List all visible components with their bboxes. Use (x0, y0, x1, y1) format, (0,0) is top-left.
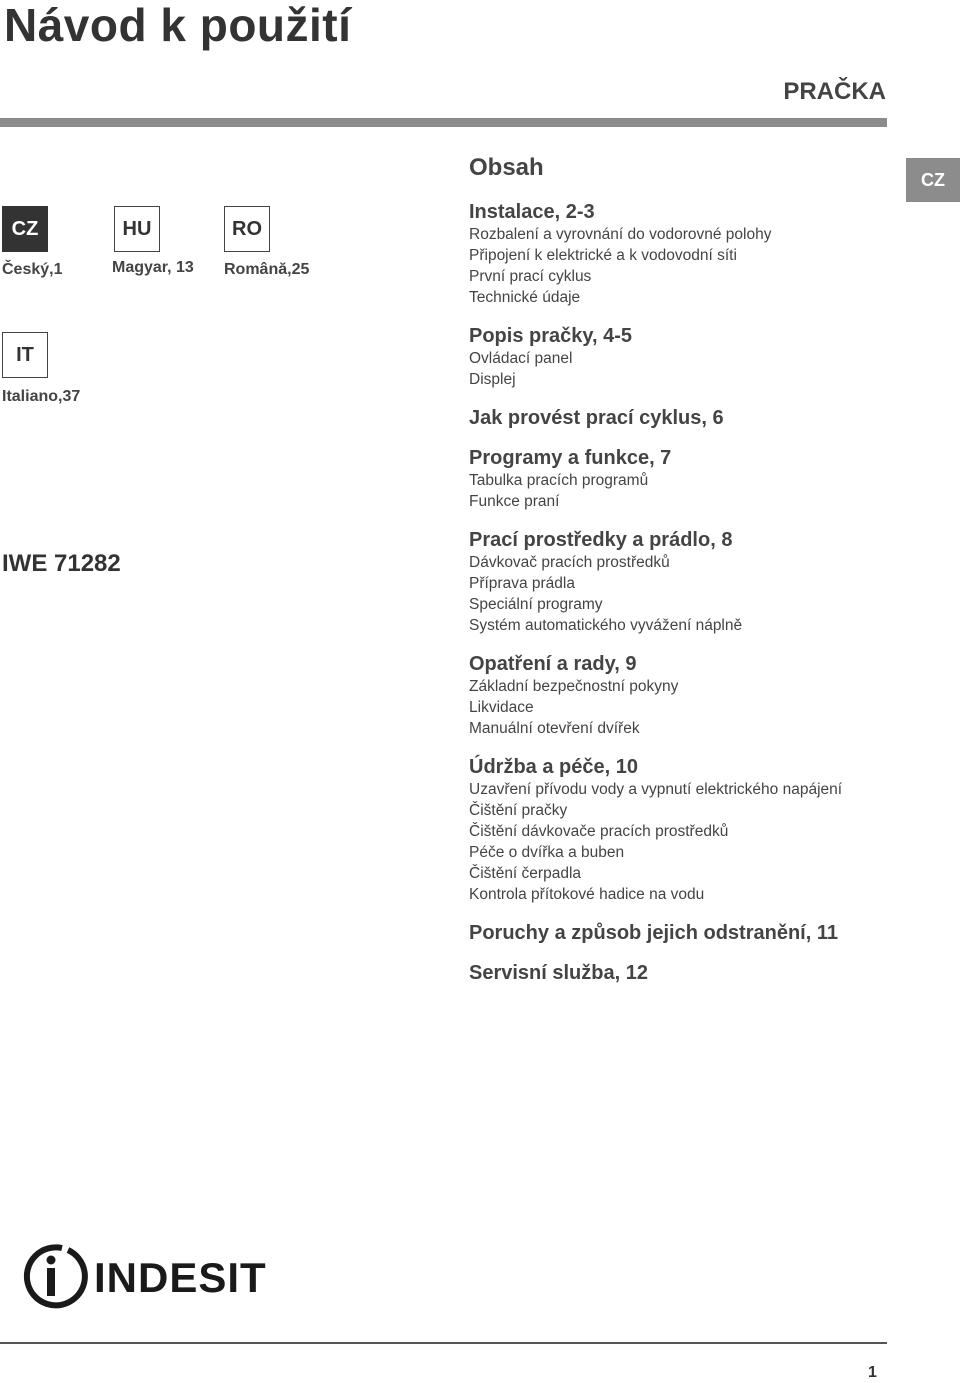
table-of-contents (469, 200, 909, 1001)
toc-item[interactable]: Speciální programy (469, 596, 603, 613)
toc-section-heading[interactable]: Poruchy a způsob jejich odstranění, 11 (469, 922, 838, 944)
language-code-ro[interactable]: RO (224, 206, 270, 252)
language-label-cz[interactable]: Český,1 (2, 261, 63, 278)
toc-item[interactable]: Čištění čerpadla (469, 865, 582, 882)
brand-logo-text: INDESIT (94, 1254, 267, 1301)
language-code-cz[interactable]: CZ (2, 206, 48, 252)
toc-section (469, 652, 909, 739)
model-number: IWE 71282 (2, 550, 121, 577)
toc-item[interactable]: Displej (469, 371, 516, 388)
toc-item[interactable]: Kontrola přítokové hadice na vodu (469, 886, 705, 903)
page-title: Návod k použití (4, 0, 352, 51)
toc-item[interactable]: Dávkovač pracích prostředků (469, 554, 670, 571)
toc-title: Obsah (469, 154, 544, 181)
toc-item[interactable]: Čištění dávkovače pracích prostředků (469, 823, 729, 840)
toc-item[interactable]: Funkce praní (469, 493, 560, 510)
language-label-hu[interactable]: Magyar, 13 (112, 259, 194, 276)
language-code-it[interactable]: IT (2, 332, 48, 378)
toc-item[interactable]: Technické údaje (469, 289, 581, 306)
toc-section-heading[interactable]: Programy a funkce, 7 (469, 447, 672, 469)
language-label-ro[interactable]: Română,25 (224, 261, 310, 278)
toc-item[interactable]: První prací cyklus (469, 268, 592, 285)
toc-section-heading[interactable]: Opatření a rady, 9 (469, 653, 637, 675)
toc-item[interactable]: Likvidace (469, 699, 534, 716)
toc-item[interactable]: Uzavření přívodu vody a vypnutí elektrického napájení (469, 781, 843, 798)
toc-section-heading[interactable]: Instalace, 2-3 (469, 201, 595, 223)
toc-item[interactable]: Základní bezpečnostní pokyny (469, 678, 679, 695)
toc-section-heading[interactable]: Popis pračky, 4-5 (469, 325, 633, 347)
toc-item[interactable]: Čištění pračky (469, 802, 568, 819)
toc-section-heading[interactable]: Údržba a péče, 10 (469, 756, 638, 778)
toc-section-heading[interactable]: Jak provést prací cyklus, 6 (469, 407, 724, 429)
language-side-tab: CZ (906, 158, 960, 202)
indesit-i-circle-icon (18, 1240, 268, 1310)
indesit-logo (18, 1240, 268, 1310)
toc-section (469, 921, 909, 945)
language-label-it[interactable]: Italiano,37 (2, 388, 81, 405)
toc-section (469, 406, 909, 430)
toc-section (469, 961, 909, 985)
toc-section (469, 200, 909, 308)
toc-section (469, 755, 909, 905)
toc-item[interactable]: Tabulka pracích programů (469, 472, 649, 489)
toc-section-heading[interactable]: Servisní služba, 12 (469, 962, 648, 984)
page-number: 1 (868, 1364, 877, 1381)
toc-section-heading[interactable]: Prací prostředky a prádlo, 8 (469, 529, 733, 551)
header-divider (0, 118, 887, 127)
toc-section (469, 528, 909, 636)
toc-item[interactable]: Péče o dvířka a buben (469, 844, 625, 861)
toc-item[interactable]: Systém automatického vyvážení náplně (469, 617, 743, 634)
toc-item[interactable]: Manuální otevření dvířek (469, 720, 640, 737)
product-name: PRAČKA (783, 78, 886, 105)
footer-divider (0, 1342, 887, 1344)
toc-section (469, 446, 909, 512)
language-code-hu[interactable]: HU (114, 206, 160, 252)
toc-section (469, 324, 909, 390)
toc-item[interactable]: Příprava prádla (469, 575, 575, 592)
toc-item[interactable]: Připojení k elektrické a k vodovodní síti (469, 247, 737, 264)
toc-item[interactable]: Rozbalení a vyrovnání do vodorovné polohy (469, 226, 772, 243)
toc-item[interactable]: Ovládací panel (469, 350, 573, 367)
